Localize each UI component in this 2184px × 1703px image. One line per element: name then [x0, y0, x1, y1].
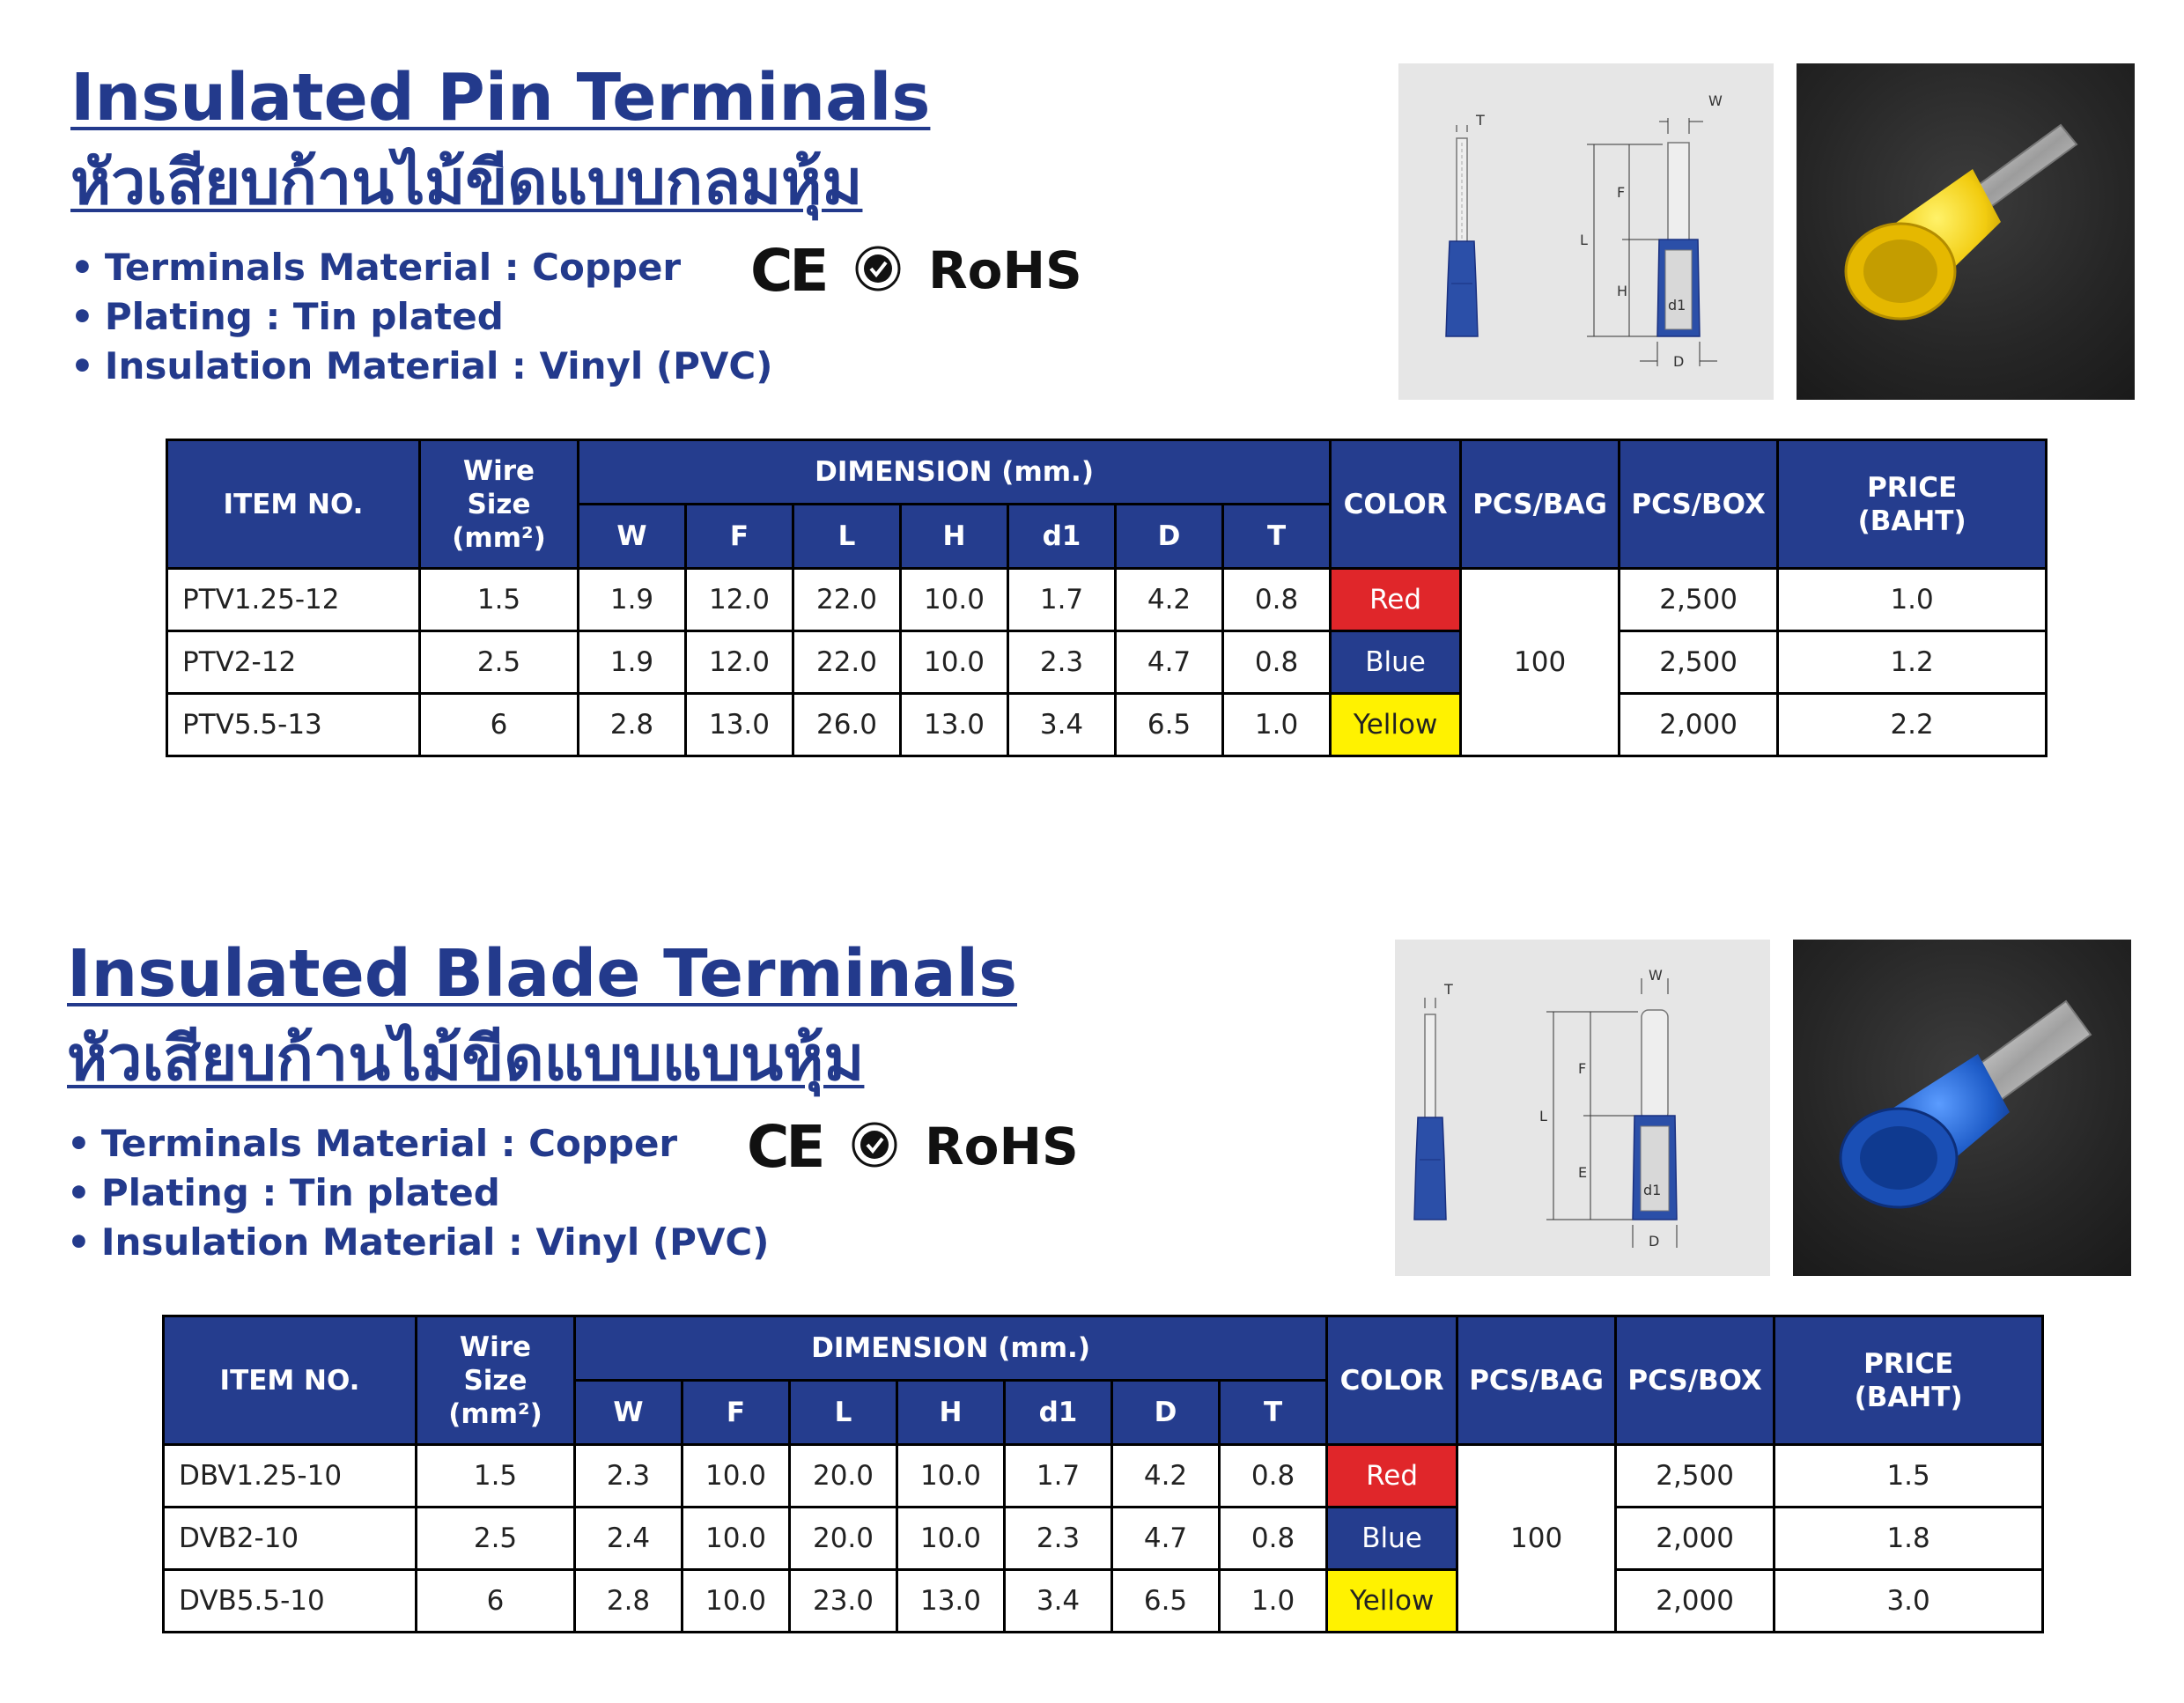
cell-color-yellow: Yellow [1331, 694, 1461, 756]
cell-dim-l: 20.0 [790, 1445, 897, 1508]
cell-dim-w: 2.4 [575, 1508, 682, 1570]
pin-terminals-section [0, 0, 2184, 793]
pin-terminals-spec-table [166, 439, 2048, 757]
bullet-text: Terminals Material : Copper [104, 246, 682, 289]
header-wire-line2: Size [463, 1364, 528, 1397]
header-dim-l: L [793, 505, 901, 569]
cell-pcs-box: 2,500 [1620, 569, 1778, 631]
header-item-no: ITEM NO. [164, 1316, 417, 1445]
header-price-line2: (BAHT) [1854, 1381, 1963, 1413]
cell-color-blue: Blue [1327, 1508, 1457, 1570]
header-dim-d: D [1112, 1381, 1220, 1445]
table-row [164, 1445, 2043, 1508]
cell-dim-w: 1.9 [579, 631, 686, 694]
cell-price: 3.0 [1774, 1570, 2043, 1633]
dim-label-t: T [1476, 112, 1485, 129]
cell-dim-d1: 3.4 [1008, 694, 1116, 756]
header-pcs-bag: PCS/BAG [1457, 1316, 1616, 1445]
dim-label-h: H [1617, 283, 1628, 299]
cell-pcs-box: 2,000 [1616, 1570, 1774, 1633]
cell-dim-l: 20.0 [790, 1508, 897, 1570]
bullet-text: Insulation Material : Vinyl (PVC) [100, 1220, 770, 1264]
cell-dim-d1: 1.7 [1008, 569, 1116, 631]
cell-wire-size: 2.5 [417, 1508, 575, 1570]
header-dim-t: T [1220, 1381, 1327, 1445]
ce-mark-icon: CE [747, 1112, 823, 1181]
dim-label-w: W [1708, 92, 1723, 109]
header-pcs-bag: PCS/BAG [1461, 440, 1620, 569]
dim-label-l: L [1539, 1108, 1547, 1124]
cell-pcs-bag: 100 [1461, 569, 1620, 756]
cell-dim-f: 10.0 [682, 1570, 790, 1633]
cell-dim-l: 23.0 [790, 1570, 897, 1633]
blade-terminals-spec-table [162, 1315, 2044, 1633]
header-color: COLOR [1331, 440, 1461, 569]
cell-color-blue: Blue [1331, 631, 1461, 694]
cell-dim-t: 0.8 [1220, 1445, 1327, 1508]
cell-dim-t: 1.0 [1220, 1570, 1327, 1633]
header-dim-d1: d1 [1008, 505, 1116, 569]
header-dim-w: W [579, 505, 686, 569]
dim-label-d: D [1673, 353, 1685, 370]
header-pcs-box: PCS/BOX [1620, 440, 1778, 569]
cell-dim-h: 10.0 [901, 631, 1008, 694]
cell-dim-d1: 2.3 [1005, 1508, 1112, 1570]
header-price-line1: PRICE [1863, 1347, 1954, 1380]
header-price-line2: (BAHT) [1857, 505, 1966, 537]
sgs-seal-icon [844, 1116, 905, 1177]
cell-dim-h: 13.0 [897, 1570, 1005, 1633]
header-dim-d: D [1116, 505, 1223, 569]
cell-price: 1.5 [1774, 1445, 2043, 1508]
cell-price: 1.2 [1778, 631, 2047, 694]
bullet-text: Insulation Material : Vinyl (PVC) [104, 344, 773, 387]
table-row [164, 1570, 2043, 1633]
header-wire-size [420, 440, 579, 569]
cell-dim-d1: 3.4 [1005, 1570, 1112, 1633]
cell-dim-f: 10.0 [682, 1445, 790, 1508]
cell-wire-size: 2.5 [420, 631, 579, 694]
cell-pcs-bag: 100 [1457, 1445, 1616, 1633]
cell-dim-f: 12.0 [686, 569, 793, 631]
cell-dim-h: 10.0 [901, 569, 1008, 631]
header-wire-line3: (mm²) [448, 1397, 542, 1430]
cell-dim-f: 13.0 [686, 694, 793, 756]
cell-dim-t: 0.8 [1223, 569, 1331, 631]
dimension-diagram [1398, 63, 1774, 400]
header-dim-f: F [686, 505, 793, 569]
bullet-item: • Insulation Material : Vinyl (PVC) [67, 1220, 770, 1264]
header-wire-line1: Wire [462, 454, 535, 487]
section-title-en: Insulated Blade Terminals [67, 936, 1017, 1012]
cell-dim-h: 10.0 [897, 1445, 1005, 1508]
cell-item-no: DVB5.5-10 [164, 1570, 417, 1633]
cell-dim-d: 4.7 [1116, 631, 1223, 694]
dim-label-w: W [1649, 967, 1663, 984]
bullet-item: • Plating : Tin plated [70, 295, 504, 338]
cell-wire-size: 6 [420, 694, 579, 756]
certification-logos [750, 236, 1082, 305]
table-row [167, 631, 2047, 694]
bullet-item: • Insulation Material : Vinyl (PVC) [70, 344, 773, 387]
cell-dim-t: 1.0 [1223, 694, 1331, 756]
table-row [164, 1508, 2043, 1570]
dim-label-d: D [1649, 1233, 1660, 1250]
cell-item-no: PTV2-12 [167, 631, 420, 694]
cell-pcs-box: 2,500 [1616, 1445, 1774, 1508]
spec-bullets [70, 243, 772, 391]
cell-dim-h: 13.0 [901, 694, 1008, 756]
header-price [1778, 440, 2047, 569]
header-dim-t: T [1223, 505, 1331, 569]
dim-label-d1: d1 [1668, 297, 1686, 313]
cell-wire-size: 1.5 [417, 1445, 575, 1508]
cell-dim-w: 2.8 [575, 1570, 682, 1633]
cell-dim-h: 10.0 [897, 1508, 1005, 1570]
bullet-text: Plating : Tin plated [104, 295, 504, 338]
cell-item-no: DBV1.25-10 [164, 1445, 417, 1508]
cell-dim-t: 0.8 [1220, 1508, 1327, 1570]
cell-wire-size: 6 [417, 1570, 575, 1633]
bullet-text: Plating : Tin plated [100, 1171, 500, 1214]
header-wire-line1: Wire [459, 1331, 532, 1363]
header-dim-l: L [790, 1381, 897, 1445]
product-photo [1797, 63, 2135, 400]
cell-item-no: PTV1.25-12 [167, 569, 420, 631]
header-dim-w: W [575, 1381, 682, 1445]
cell-dim-d: 6.5 [1116, 694, 1223, 756]
dim-label-t: T [1444, 981, 1453, 998]
cell-color-red: Red [1327, 1445, 1457, 1508]
cell-price: 2.2 [1778, 694, 2047, 756]
header-dim-h: H [901, 505, 1008, 569]
dim-label-d1: d1 [1643, 1182, 1662, 1198]
cell-dim-f: 12.0 [686, 631, 793, 694]
cell-dim-d: 4.2 [1116, 569, 1223, 631]
cell-color-yellow: Yellow [1327, 1570, 1457, 1633]
cell-dim-l: 26.0 [793, 694, 901, 756]
cell-dim-w: 1.9 [579, 569, 686, 631]
bullet-item: • Terminals Material : Copper [67, 1122, 678, 1165]
cell-pcs-box: 2,000 [1616, 1508, 1774, 1570]
header-wire-size [417, 1316, 575, 1445]
header-dim-h: H [897, 1381, 1005, 1445]
header-item-no: ITEM NO. [167, 440, 420, 569]
cell-dim-w: 2.3 [575, 1445, 682, 1508]
cell-dim-l: 22.0 [793, 569, 901, 631]
cell-wire-size: 1.5 [420, 569, 579, 631]
sgs-seal-icon [847, 240, 909, 301]
table-row [167, 569, 2047, 631]
header-pcs-box: PCS/BOX [1616, 1316, 1774, 1445]
dimension-diagram [1395, 940, 1770, 1276]
bullet-text: Terminals Material : Copper [100, 1122, 678, 1165]
rohs-mark: RoHS [928, 240, 1082, 300]
dim-label-l: L [1580, 232, 1588, 248]
cell-dim-w: 2.8 [579, 694, 686, 756]
header-dimension: DIMENSION (mm.) [575, 1316, 1327, 1381]
header-price [1774, 1316, 2043, 1445]
section-title-th: หัวเสียบก้านไม้ขีดแบบแบนหุ้ม [67, 1022, 865, 1095]
cell-dim-t: 0.8 [1223, 631, 1331, 694]
cell-dim-d: 6.5 [1112, 1570, 1220, 1633]
cell-item-no: PTV5.5-13 [167, 694, 420, 756]
bullet-item: • Terminals Material : Copper [70, 246, 682, 289]
cell-price: 1.8 [1774, 1508, 2043, 1570]
section-title-th: หัวเสียบก้านไม้ขีดแบบกลมหุ้ม [70, 146, 863, 218]
section-title-en: Insulated Pin Terminals [70, 60, 931, 136]
dim-label-f: F [1578, 1060, 1587, 1077]
header-wire-line3: (mm²) [452, 521, 546, 554]
certification-logos [747, 1112, 1079, 1181]
cell-pcs-box: 2,500 [1620, 631, 1778, 694]
cell-dim-d1: 1.7 [1005, 1445, 1112, 1508]
ce-mark-icon: CE [750, 236, 826, 305]
cell-dim-d: 4.7 [1112, 1508, 1220, 1570]
cell-dim-d1: 2.3 [1008, 631, 1116, 694]
header-price-line1: PRICE [1867, 471, 1958, 504]
product-photo [1793, 940, 2131, 1276]
cell-dim-l: 22.0 [793, 631, 901, 694]
header-dim-f: F [682, 1381, 790, 1445]
blade-terminals-section [0, 876, 2184, 1703]
cell-item-no: DVB2-10 [164, 1508, 417, 1570]
table-row [167, 694, 2047, 756]
cell-dim-d: 4.2 [1112, 1445, 1220, 1508]
spec-bullets [67, 1119, 769, 1267]
bullet-item: • Plating : Tin plated [67, 1171, 500, 1214]
rohs-mark: RoHS [925, 1117, 1079, 1176]
header-dim-d1: d1 [1005, 1381, 1112, 1445]
dim-label-e: E [1578, 1164, 1588, 1181]
dim-label-f: F [1617, 184, 1626, 201]
cell-price: 1.0 [1778, 569, 2047, 631]
cell-pcs-box: 2,000 [1620, 694, 1778, 756]
cell-color-red: Red [1331, 569, 1461, 631]
cell-dim-f: 10.0 [682, 1508, 790, 1570]
header-color: COLOR [1327, 1316, 1457, 1445]
header-wire-line2: Size [467, 488, 531, 520]
header-dimension: DIMENSION (mm.) [579, 440, 1331, 505]
